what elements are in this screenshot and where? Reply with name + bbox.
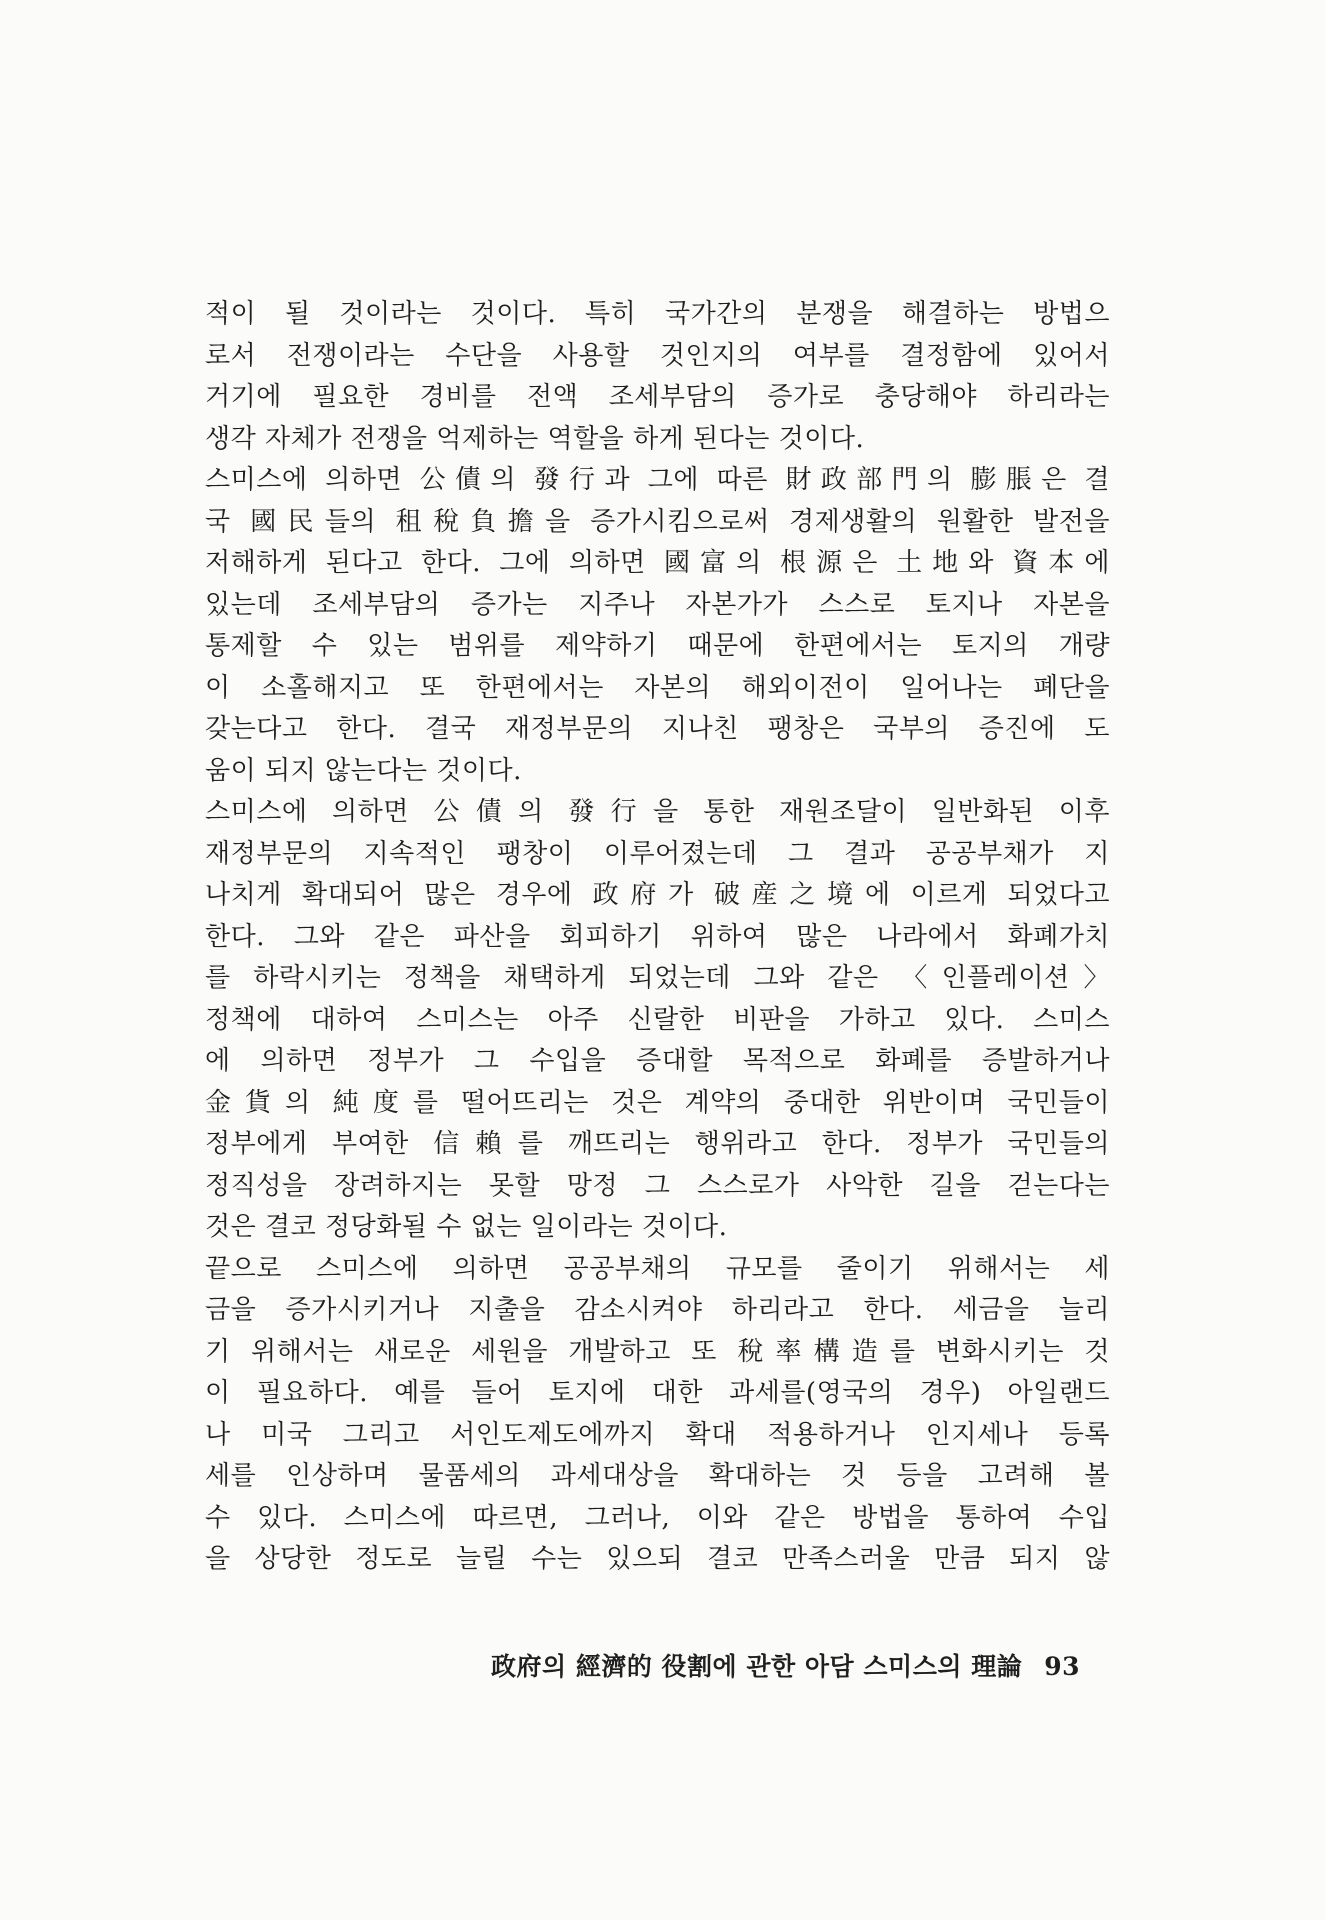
text-line: 에 의하면 정부가 그 수입을 증대할 목적으로 화폐를 증발하거나 bbox=[205, 1046, 1110, 1076]
text-line: 재정부문의 지속적인 팽창이 이루어졌는데 그 결과 공공부채가 지 bbox=[205, 838, 1110, 869]
text-line: 한다. 그와 같은 파산을 회피하기 위하여 많은 나라에서 화폐가치 bbox=[205, 921, 1110, 952]
body-text bbox=[205, 294, 1110, 1581]
text-line: 있는데 조세부담의 증가는 지주나 자본가가 스스로 토지나 자본을 bbox=[205, 589, 1110, 620]
text-line: 통제할 수 있는 범위를 제약하기 때문에 한편에서는 토지의 개량 bbox=[205, 631, 1110, 661]
text-line: 끝으로 스미스에 의하면 공공부채의 규모를 줄이기 위해서는 세 bbox=[205, 1253, 1110, 1284]
text-line: 정책에 대하여 스미스는 아주 신랄한 비판을 가하고 있다. 스미스 bbox=[205, 1004, 1110, 1035]
text-line: 스미스에 의하면 公債의 發行을 통한 재원조달이 일반화된 이후 bbox=[205, 797, 1110, 827]
text-line: 금을 증가시키거나 지출을 감소시켜야 하리라고 한다. 세금을 늘리 bbox=[205, 1295, 1110, 1325]
text-line: 적이 될 것이라는 것이다. 특히 국가간의 분쟁을 해결하는 방법으 bbox=[205, 299, 1110, 329]
text-line: 로서 전쟁이라는 수단을 사용할 것인지의 여부를 결정함에 있어서 bbox=[205, 340, 1110, 371]
text-line: 이 소홀해지고 또 한편에서는 자본의 해외이전이 일어나는 폐단을 bbox=[205, 672, 1110, 703]
text-line: 나 미국 그리고 서인도제도에까지 확대 적용하거나 인지세나 등록 bbox=[205, 1419, 1110, 1450]
text-line: 거기에 필요한 경비를 전액 조세부담의 증가로 충당해야 하리라는 bbox=[205, 382, 1110, 412]
text-line: 정부에게 부여한 信賴를 깨뜨리는 행위라고 한다. 정부가 국민들의 bbox=[205, 1129, 1110, 1159]
text-line: 생각 자체가 전쟁을 억제하는 역할을 하게 된다는 것이다. bbox=[205, 423, 865, 454]
text-line: 세를 인상하며 물품세의 과세대상을 확대하는 것 등을 고려해 볼 bbox=[205, 1461, 1110, 1491]
text-line: 나치게 확대되어 많은 경우에 政府가 破産之境에 이르게 되었다고 bbox=[205, 880, 1110, 910]
text-line: 金貨의 純度를 떨어뜨리는 것은 계약의 중대한 위반이며 국민들이 bbox=[205, 1087, 1110, 1118]
text-line: 을 상당한 정도로 늘릴 수는 있으되 결코 만족스러울 만큼 되지 않 bbox=[205, 1544, 1110, 1574]
text-line: 국 國民들의 租稅負擔을 증가시킴으로써 경제생활의 원활한 발전을 bbox=[205, 506, 1110, 537]
text-line: 기 위해서는 새로운 세원을 개발하고 또 稅率構造를 변화시키는 것 bbox=[205, 1336, 1110, 1367]
text-line: 수 있다. 스미스에 따르면, 그러나, 이와 같은 방법을 통하여 수입 bbox=[205, 1502, 1110, 1533]
page-number: 93 bbox=[1044, 1652, 1080, 1681]
page-footer bbox=[460, 1649, 1080, 1685]
text-line: 저해하게 된다고 한다. 그에 의하면 國富의 根源은 土地와 資本에 bbox=[205, 548, 1110, 578]
text-line: 정직성을 장려하지는 못할 망정 그 스스로가 사악한 길을 걷는다는 bbox=[205, 1170, 1110, 1201]
text-line: 움이 되지 않는다는 것이다. bbox=[205, 755, 522, 786]
text-line: 갖는다고 한다. 결국 재정부문의 지나친 팽창은 국부의 증진에 도 bbox=[205, 714, 1110, 744]
text-line: 이 필요하다. 예를 들어 토지에 대한 과세를(영국의 경우) 아일랜드 bbox=[205, 1378, 1110, 1408]
running-title: 政府의 經濟的 役割에 관한 아담 스미스의 理論 bbox=[490, 1652, 1023, 1681]
text-line: 스미스에 의하면 公債의 發行과 그에 따른 財政部門의 膨脹은 결 bbox=[205, 465, 1110, 495]
text-line: 것은 결코 정당화될 수 없는 일이라는 것이다. bbox=[205, 1212, 728, 1242]
text-line: 를 하락시키는 정책을 채택하게 되었는데 그와 같은 〈인플레이션〉 bbox=[205, 963, 1110, 993]
